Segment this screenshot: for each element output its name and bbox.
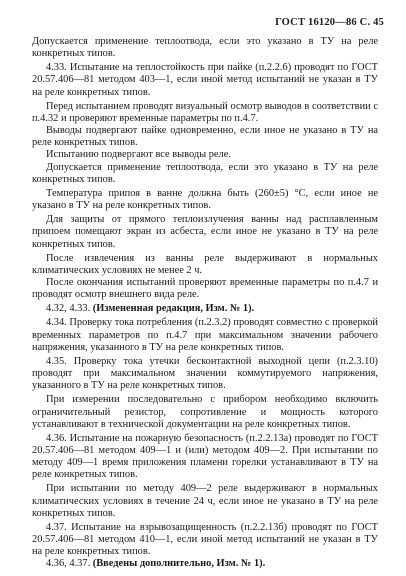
paragraph: Для защиты от прямого теплоизлучения ванны над расплавленным припоем помещают экран из асбеста, если иное не указано в ТУ на реле конкретных типов. (32, 214, 378, 250)
paragraph: После извлечения из ванны реле выдерживают в нормальных климатических условиях не менее 2 ч. (32, 252, 378, 276)
paragraph: Выводы подвергают пайке одновременно, если иное не указано в ТУ на реле конкретных типов. (32, 125, 378, 149)
amendment-bold: (Введены дополнительно, Изм. № 1). (92, 558, 266, 570)
amendment-prefix: 4.36, 4.37. (46, 558, 91, 570)
amendment-note (32, 303, 378, 315)
paragraph: Допускается применение теплоотвода, если это указано в ТУ на реле конкретных типов. (32, 36, 378, 60)
amendment-note (32, 558, 378, 570)
body-text (32, 36, 378, 571)
paragraph: 4.35. Проверку тока утечки бесконтактной выходной цепи (п.2.3.10) проводят при максимальном значении коммутируемого напряжения, указанного в ТУ на реле конкретных типов. (32, 355, 378, 392)
amendment-prefix: 4.32, 4.33. (46, 303, 91, 315)
amendment-bold: (Измененная редакция, Изм. № 1). (92, 303, 255, 315)
paragraph: 4.34. Проверку тока потребления (п.2.3.2) проводят совместно с проверкой временных параметров по п.4.7 при максимальном значении рабочего напряжения, указанного в ТУ на реле конкретных типов. (32, 317, 378, 353)
paragraph: 4.33. Испытание на теплостойкость при пайке (п.2.2.6) проводят по ГОСТ 20.57.406—81 методом 403—1, если иной метод испытаний не указан в ТУ на реле конкретных типов. (32, 62, 378, 98)
paragraph: После окончания испытаний проверяют временные параметры по п.4.7 и проводят осмотр внешнего вида реле. (32, 276, 378, 301)
paragraph: При измерении последовательно с прибором необходимо включить ограничительный резистор, сопротивление и мощность которого устанавливают в технической документации на реле конкретных типов. (32, 394, 378, 430)
paragraph: При испытании по методу 409—2 реле выдерживают в нормальных климатических условиях в течение 24 ч, если иное не указано в ТУ на реле конкретных типов. (32, 483, 378, 519)
paragraph: Допускается применение теплоотвода, если это указано в ТУ на реле конкретных типов. (32, 161, 378, 185)
paragraph: Перед испытанием проводят визуальный осмотр выводов в соответствии с п.4.32 и проверяют временные параметры по п.4.7. (32, 100, 378, 124)
paragraph: Испытанию подвергают все выводы реле. (46, 149, 231, 161)
paragraph: 4.36. Испытание на пожарную безопасность (п.2.2.13а) проводят по ГОСТ 20.57.406—81 методом 409—1 и (или) методом 409—2. При испытании по методу 409—1 время приложения пламени горелки устанавливают в ТУ на реле конкретных типов. (32, 432, 378, 481)
paragraph: 4.37. Испытание на взрывозащищенность (п.2.2.13б) проводят по ГОСТ 20.57.406—81 методом 410—1, если иной метод испытаний не указан в ТУ на реле конкретных типов. (32, 521, 378, 558)
page-header: ГОСТ 16120—86 С. 45 (275, 17, 384, 28)
paragraph: Температура припоя в ванне должна быть (260±5) °С, если иное не указано в ТУ на реле конкретных типов. (32, 187, 378, 212)
